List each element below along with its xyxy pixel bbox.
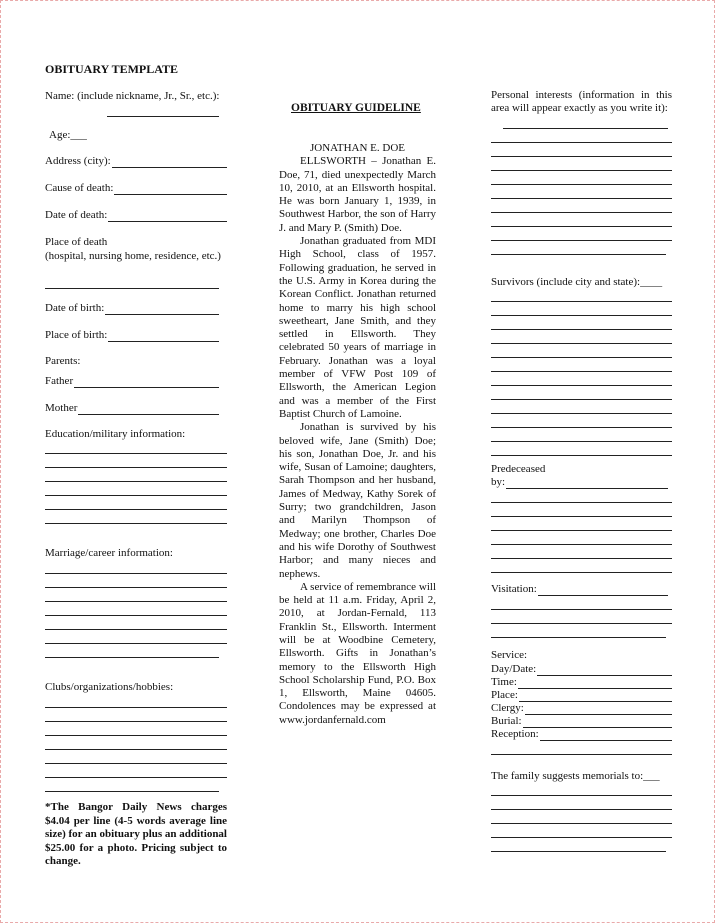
interests-label: Personal interests (information in this area will appear exactly as you write it): bbox=[491, 89, 672, 114]
age-label: Age:___ bbox=[49, 129, 87, 141]
obit-paragraph: A service of remembrance will be held at 11 a.m. Friday, April 2, 2010, at Jordan-Fernald, 113 Franklin St., Ellsworth. Interment will be at Woodbine Cemetery, Ellsworth. Gifts in Jonathan’s memory to the Ellsworth High School Scholarship Fund, P.O. Box 1, Ellsworth, Maine 04605. Condolences may be expressed at www.jordanfernald.com bbox=[279, 580, 436, 726]
date-death-field[interactable] bbox=[45, 209, 227, 222]
predeceased-lines[interactable] bbox=[491, 490, 672, 574]
time-label: Time: bbox=[491, 676, 517, 688]
cause-field[interactable] bbox=[45, 182, 227, 195]
predeceased-label: Predeceased bbox=[491, 463, 546, 475]
education-lines[interactable] bbox=[45, 441, 227, 525]
education-label: Education/military information: bbox=[45, 428, 186, 440]
sample-obituary bbox=[279, 142, 436, 727]
visitation-lines[interactable] bbox=[491, 597, 672, 639]
service-extra-line[interactable] bbox=[491, 742, 672, 755]
marriage-lines[interactable] bbox=[45, 561, 227, 659]
father-field[interactable] bbox=[45, 375, 219, 388]
place-label: Place: bbox=[491, 689, 518, 701]
date-birth-field[interactable] bbox=[45, 302, 219, 315]
obit-paragraph: Jonathan graduated from MDI High School, class of 1957. Following graduation, he served in the U.S. Army in Korea during the Korean Conflict. Jonathan returned home to marry his high school sweetheart, Jane Smith, and they settled in Ellsworth. They celebrated 50 years of marriage in February. Jonathan was a loyal member of VFW Post 109 of Ellsworth, the American Legion and was a member of the First Baptist Church of Lamoine. bbox=[279, 235, 436, 420]
reception-label: Reception: bbox=[491, 728, 539, 740]
survivors-label: Survivors (include city and state):____ bbox=[491, 276, 663, 288]
marriage-label: Marriage/career information: bbox=[45, 547, 173, 559]
name-line[interactable] bbox=[107, 104, 219, 117]
place-death-label: Place of death bbox=[45, 236, 108, 248]
address-label: Address (city): bbox=[45, 155, 111, 167]
template-title: OBITUARY TEMPLATE bbox=[45, 62, 179, 76]
survivors-lines[interactable] bbox=[491, 289, 672, 457]
parents-label: Parents: bbox=[45, 355, 81, 367]
place-death-hint: (hospital, nursing home, residence, etc.) bbox=[45, 250, 221, 262]
burial-field[interactable] bbox=[491, 715, 672, 728]
memorials-label: The family suggests memorials to:___ bbox=[491, 770, 660, 782]
burial-label: Burial: bbox=[491, 715, 522, 727]
service-label: Service: bbox=[491, 649, 528, 661]
cause-label: Cause of death: bbox=[45, 182, 114, 194]
predeceased-by-label: by: bbox=[491, 476, 506, 488]
father-label: Father bbox=[45, 375, 74, 387]
mother-field[interactable] bbox=[45, 402, 219, 415]
obit-paragraph: ELLSWORTH – Jonathan E. Doe, 71, died unexpectedly March 10, 2010, at an Ellsworth hospital. He was born January 1, 1939, in Southwest Harbor, the son of Harry J. and Mary P. (Smith) Doe. bbox=[279, 155, 436, 234]
place-death-line[interactable] bbox=[45, 276, 219, 289]
clergy-label: Clergy: bbox=[491, 702, 524, 714]
name-field[interactable] bbox=[45, 90, 227, 103]
visitation-field[interactable] bbox=[491, 583, 668, 596]
place-field[interactable] bbox=[491, 689, 672, 702]
memorials-lines[interactable] bbox=[491, 783, 672, 853]
predeceased-field[interactable] bbox=[491, 476, 668, 489]
day-date-label: Day/Date: bbox=[491, 663, 537, 675]
date-birth-label: Date of birth: bbox=[45, 302, 105, 314]
pricing-note: *The Bangor Daily News charges $4.04 per line (4-5 words average line size) for an obituary plus an additional $25.00 for a photo. Pricing subject to change. bbox=[45, 801, 227, 867]
name-label: Name: (include nickname, Jr., Sr., etc.): bbox=[45, 90, 220, 102]
place-birth-label: Place of birth: bbox=[45, 329, 108, 341]
obit-paragraph: Jonathan is survived by his beloved wife, Jane (Smith) Doe; his son, Jonathan Doe, Jr. and his wife, Susan of Lamoine; daughters, Sarah Thompson and her husband, James of Medway, Kathy Sorek of Surry; two grandchildren, Jason and Marilyn Thompson of Medway; one brother, Charles Doe and his wife Dorothy of Southwest Harbor; and many nieces and nephews. bbox=[279, 421, 436, 580]
place-birth-field[interactable] bbox=[45, 329, 219, 342]
guideline-title: OBITUARY GUIDELINE bbox=[291, 102, 421, 114]
details-column bbox=[491, 1, 672, 901]
address-field[interactable] bbox=[45, 155, 227, 168]
reception-field[interactable] bbox=[491, 728, 672, 741]
day-date-field[interactable] bbox=[491, 663, 672, 676]
clubs-label: Clubs/organizations/hobbies: bbox=[45, 681, 174, 693]
mother-label: Mother bbox=[45, 402, 78, 414]
time-field[interactable] bbox=[491, 676, 672, 689]
template-column bbox=[45, 1, 227, 901]
obit-name-line: JONATHAN E. DOE bbox=[309, 142, 406, 154]
interests-first-line[interactable] bbox=[503, 116, 668, 129]
date-death-label: Date of death: bbox=[45, 209, 108, 221]
clubs-lines[interactable] bbox=[45, 695, 227, 793]
visitation-label: Visitation: bbox=[491, 583, 537, 595]
clergy-field[interactable] bbox=[491, 702, 672, 715]
interests-lines[interactable] bbox=[491, 130, 672, 256]
